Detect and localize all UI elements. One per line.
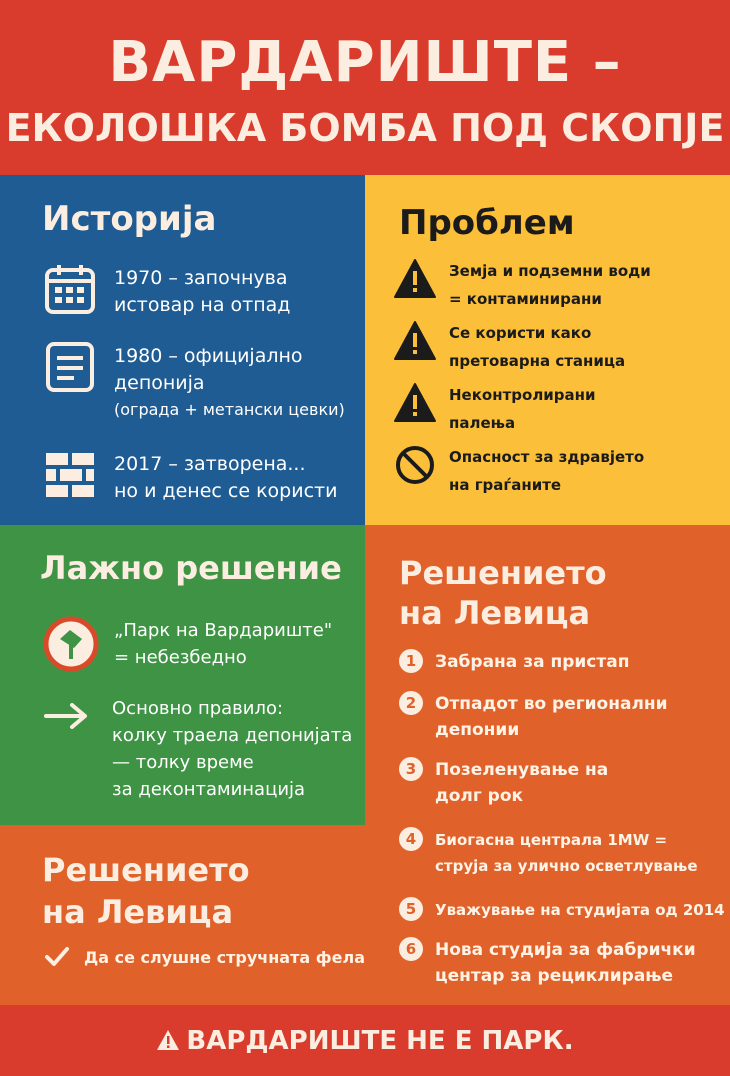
problem-item-line: Неконтролирани <box>449 386 596 404</box>
header-banner <box>0 0 730 175</box>
prohibited-icon <box>393 443 437 487</box>
solution-number: 6 <box>399 937 423 961</box>
false-solution-item <box>42 615 332 673</box>
solution-number: 1 <box>399 649 423 673</box>
problem-item <box>393 443 644 499</box>
problem-item <box>393 257 651 313</box>
solution-item-line: Биогасна централа 1MW = <box>435 831 668 849</box>
solution-item <box>399 649 629 675</box>
false-solution-item <box>44 695 352 803</box>
solution-item-line: Нова студија за фабрички <box>435 940 696 960</box>
history-item <box>44 263 290 319</box>
solution-item-line: долг рок <box>435 786 524 806</box>
solution-title-line: на Левица <box>399 594 591 632</box>
footer-line <box>0 1025 730 1057</box>
false-solution-line: — толку време <box>112 752 254 773</box>
solution-item-line: Забрана за пристап <box>435 652 630 672</box>
history-item-line: 1970 – започнува <box>114 267 288 289</box>
false-solution-line: „Парк на Вардариште" <box>114 620 333 641</box>
solution-item-line: центар за рециклирање <box>435 966 674 986</box>
solution-left-item <box>44 945 365 971</box>
false-solution-title: Лажно решение <box>40 549 342 587</box>
false-solution-line: Основно правило: <box>112 698 284 719</box>
solution-number: 2 <box>399 691 423 715</box>
checkmark-icon <box>44 945 70 969</box>
calendar-icon <box>44 263 96 315</box>
false-solution-line: колку траела депонијата <box>112 725 353 746</box>
bricks-icon <box>44 449 96 501</box>
problem-item-line: палења <box>449 414 516 432</box>
solution-item-line: Уважување на студијата од 2014 <box>435 901 725 919</box>
solution-item <box>399 937 696 989</box>
solution-left-title-line: на Левица <box>42 893 234 931</box>
solution-item <box>399 897 725 923</box>
solution-left-title <box>42 849 250 933</box>
solution-left-item-text: Да се слушне стручната фела <box>84 948 365 967</box>
false-solution-line: = небезбедно <box>114 647 247 668</box>
footer-text: ВАРДАРИШТЕ НЕ Е ПАРК. <box>186 1026 574 1056</box>
warning-icon <box>156 1029 180 1051</box>
solution-panel <box>365 525 730 1005</box>
false-solution-line: за деконтаминација <box>112 779 306 800</box>
solution-number: 3 <box>399 757 423 781</box>
history-item <box>44 341 345 423</box>
no-park-icon <box>42 615 100 673</box>
problem-item-line: Се користи како <box>449 324 592 342</box>
problem-item <box>393 381 596 437</box>
solution-number: 4 <box>399 827 423 851</box>
false-solution-panel <box>0 525 365 825</box>
solution-item <box>399 757 608 809</box>
solution-item-line: депонии <box>435 720 520 740</box>
page-title: ВАРДАРИШТЕ – <box>108 30 622 95</box>
solution-item <box>399 827 698 879</box>
history-item-line: 1980 – официјално <box>114 345 303 367</box>
page-subtitle: ЕКОЛОШКА БОМБА ПОД СКОПЈЕ <box>5 106 725 150</box>
history-title: Историја <box>42 199 217 239</box>
history-item <box>44 449 337 505</box>
problem-item <box>393 319 625 375</box>
solution-title <box>399 553 607 633</box>
problem-item-line: Земја и подземни води <box>449 262 651 280</box>
arrow-right-icon <box>44 701 90 731</box>
history-item-note: (ограда + метански цевки) <box>114 400 345 419</box>
solution-item-line: Отпадот во регионални <box>435 694 668 714</box>
solution-item-line: Позеленување на <box>435 760 609 780</box>
history-item-line: 2017 – затворена... <box>114 453 306 475</box>
document-icon <box>44 341 96 393</box>
problem-item-line: = контаминирани <box>449 290 602 308</box>
history-item-line: но и денес се користи <box>114 480 338 502</box>
footer-banner <box>0 1005 730 1076</box>
warning-icon <box>393 257 437 301</box>
problem-item-line: претоварна станица <box>449 352 626 370</box>
problem-title: Проблем <box>399 203 575 243</box>
problem-item-line: на граѓаните <box>449 476 562 494</box>
solution-left-panel <box>0 825 365 1005</box>
solution-number: 5 <box>399 897 423 921</box>
solution-item <box>399 691 668 743</box>
history-item-line: истовар на отпад <box>114 294 291 316</box>
solution-title-line: Решението <box>399 554 607 592</box>
solution-item-line: струја за улично осветлување <box>435 857 698 875</box>
warning-icon <box>393 381 437 425</box>
warning-icon <box>393 319 437 363</box>
history-item-line: депонија <box>114 372 205 394</box>
solution-left-title-line: Решението <box>42 851 250 889</box>
problem-item-line: Опасност за здравјето <box>449 448 645 466</box>
problem-panel <box>365 175 730 525</box>
history-panel <box>0 175 365 525</box>
